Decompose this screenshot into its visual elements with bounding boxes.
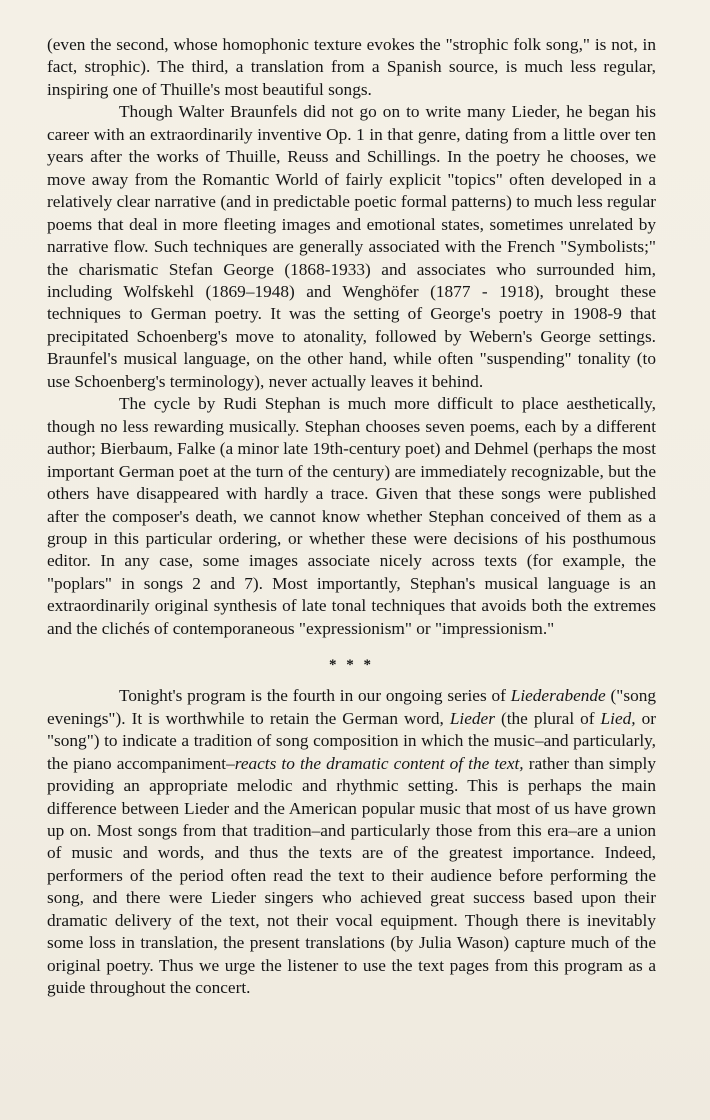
paragraph-continuation: (even the second, whose homophonic texture evokes the "strophic folk song," is not, in fact, strophic). The third, a translation from a Spanish source, is much less regular, inspiring one of Thuille's most beautiful songs.: [47, 35, 656, 99]
paragraph-braunfels: Though Walter Braunfels did not go on to write many Lieder, he began his career with an extraordinarily inventive Op. 1 in that genre, dating from a little over ten years after the works of Thuille, Reuss and Schillings. In the poetry he chooses, we move away from the Romantic World of fairly explicit "topics" often developed in a relatively clear narrative (and in predictable poetic formal patterns) to much less regular poems that deal in more fleeting images and emotional states, sometimes unrelated by narrative flow. Such techniques are generally associated with the French "Symbolists;" the charismatic Stefan George (1868-1933) and associates who surrounded him, including Wolfskehl (1869–1948) and Wenghöfer (1877 - 1918), brought these techniques to German poetry. It was the setting of George's poetry in 1908-9 that precipitated Schoenberg's move to atonality, followed by Webern's George settings. Braunfel's musical language, on the other hand, while often "suspending" tonality (to use Schoenberg's terminology), never actually leaves it behind.: [47, 102, 656, 391]
section-separator: * * *: [329, 657, 374, 674]
paragraph-stephan: The cycle by Rudi Stephan is much more difficult to place aesthetically, though no less rewarding musically. Stephan chooses seven poems, each by a different author; Bierbaum, Falke (a minor late 19th-century poet) and Dehmel (perhaps the most important German poet at the turn of the century) are immediately recognizable, but the others have disappeared with hardly a trace. Given that these songs were published after the composer's death, we cannot know whether Stephan conceived of them as a group in this particular ordering, or whether these were decisions of his posthumous editor. In any case, some images associate nicely across texts (for example, the "poplars" in songs 2 and 7). Most importantly, Stephan's musical language is an extraordinarily original synthesis of late tonal techniques that avoids both the extremes and the clichés of contemporaneous "expressionism" or "impressionism.": [47, 394, 656, 638]
paragraph-liederabende: Tonight's program is the fourth in our ongoing series of Liederabende ("song evenings"). It is worthwhile to retain the German word, Lieder (the plural of Lied, or "song") to indicate a tradition of song composition in which the music–and particularly, the piano accompaniment–reacts to the dramatic content of the text, rather than simply providing an appropriate melodic and rhythmic setting. This is perhaps the main difference between Lieder and the American popular music that most of us have grown up on. Most songs from that tradition–and particularly those from this era–are a union of music and words, and thus the texts are of the greatest importance. Indeed, performers of the period often read the text to their audience before performing the song, and there were Lieder singers who achieved great success based upon their dramatic delivery of the text, not their vocal equipment. Though there is inevitably some loss in translation, the present translations (by Julia Wason) capture much of the original poetry. Thus we urge the listener to use the text pages from this program as a guide throughout the concert.: [47, 686, 656, 998]
body-text: [47, 34, 656, 1000]
